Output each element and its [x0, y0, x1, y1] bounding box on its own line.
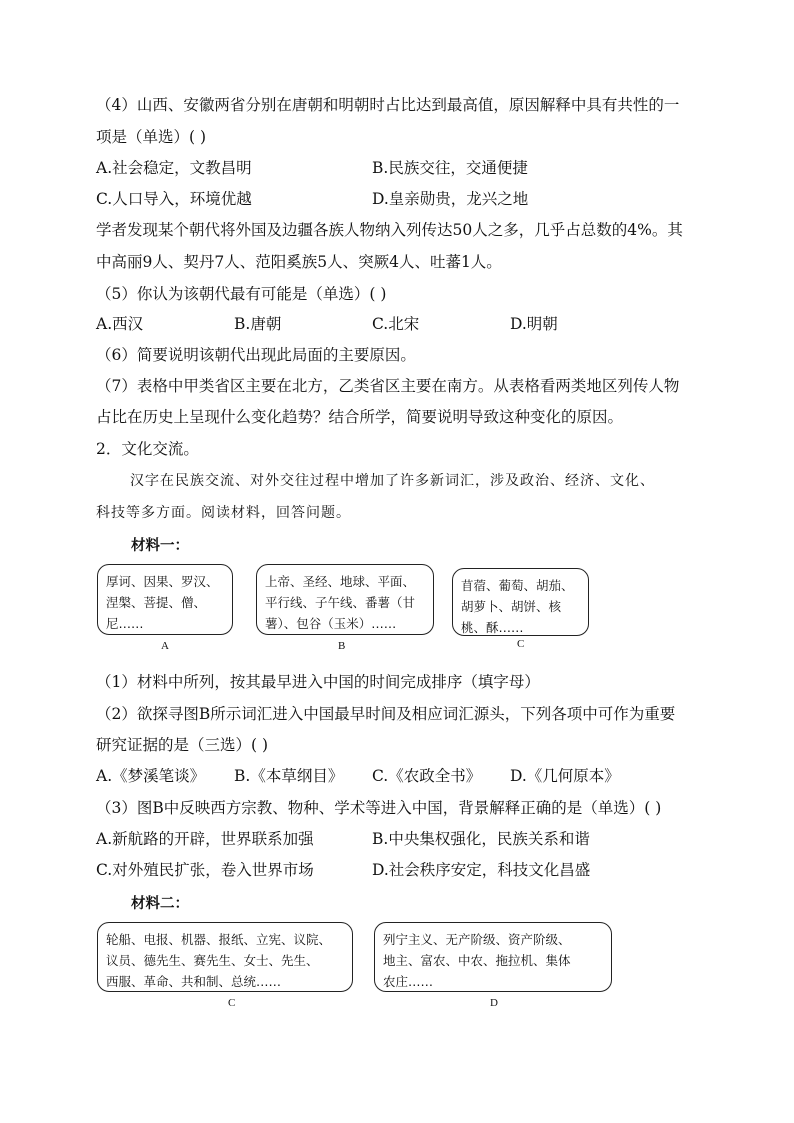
q4-option-a: A.社会稳定，文教昌明	[96, 159, 252, 177]
s2q2-option-b: B.《本草纲目》	[234, 767, 344, 785]
material1-box-c-label: C	[517, 638, 525, 650]
s2q3-option-d: D.社会秩序安定，科技文化昌盛	[372, 861, 591, 879]
s2q2-line2: 研究证据的是（三选）( )	[96, 736, 269, 754]
material1-box-b: 上帝、圣经、地球、平面、 平行线、子午线、番薯（甘 薯）、包谷（玉米）……	[256, 564, 434, 635]
q5-option-b: B.唐朝	[234, 315, 282, 333]
q5-option-c: C.北宋	[372, 315, 420, 333]
material1-box-a-label: A	[161, 640, 169, 652]
material1-box-b-label: B	[338, 640, 346, 652]
passage-line1: 学者发现某个朝代将外国及边疆各族人物纳入列传达50人之多，几乎占总数的4%。其	[96, 221, 683, 239]
section2-intro-line1: 汉字在民族交流、对外交往过程中增加了许多新词汇，涉及政治、经济、文化、	[130, 473, 655, 489]
q4-option-c: C.人口导入，环境优越	[96, 190, 252, 208]
material2-box-c: 轮船、电报、机器、报纸、立宪、议院、 议员、德先生、赛先生、女士、先生、 西服、革命、共和制、总统……	[97, 922, 353, 992]
q6-stem: （6）简要说明该朝代出现此局面的主要原因。	[96, 346, 416, 364]
q4-stem-line2: 项是（单选）( )	[96, 128, 207, 146]
q5-option-a: A.西汉	[96, 315, 144, 333]
s2q1-stem: （1）材料中所列，按其最早进入中国的时间完成排序（填字母）	[96, 673, 540, 691]
material1-box-a: 厚诃、因果、罗汉、 涅槃、菩提、僧、 尼……	[97, 564, 233, 635]
s2q2-option-d: D.《几何原本》	[510, 767, 620, 785]
passage-line2: 中高丽9人、契丹7人、范阳奚族5人、突厥4人、吐蕃1人。	[96, 253, 502, 271]
q4-stem-line1: （4）山西、安徽两省分别在唐朝和明朝时占比达到最高值，原因解释中具有共性的一	[96, 96, 680, 114]
material2-box-d: 列宁主义、无产阶级、资产阶级、 地主、富农、中农、拖拉机、集体 农庄……	[374, 922, 612, 992]
material2-title: 材料二：	[131, 896, 189, 912]
q7-line1: （7）表格中甲类省区主要在北方，乙类省区主要在南方。从表格看两类地区列传人物	[96, 377, 680, 395]
s2q2-option-c: C.《农政全书》	[372, 767, 482, 785]
material2-box-d-label: D	[490, 997, 498, 1009]
s2q2-line1: （2）欲探寻图B所示词汇进入中国最早时间及相应词汇源头，下列各项中可作为重要	[96, 705, 676, 723]
s2q3-option-a: A.新航路的开辟，世界联系加强	[96, 830, 314, 848]
q4-option-b: B.民族交往，交通便捷	[372, 159, 528, 177]
q5-stem: （5）你认为该朝代最有可能是（单选）( )	[96, 285, 387, 303]
s2q3-stem: （3）图B中反映西方宗教、物种、学术等进入中国，背景解释正确的是（单选）( )	[96, 799, 662, 817]
q7-line2: 占比在历史上呈现什么变化趋势？结合所学，简要说明导致这种变化的原因。	[96, 408, 624, 426]
s2q3-option-b: B.中央集权强化，民族关系和谐	[372, 830, 590, 848]
q4-option-d: D.皇亲勋贵，龙兴之地	[372, 190, 529, 208]
s2q3-option-c: C.对外殖民扩张，卷入世界市场	[96, 861, 314, 879]
section2-intro-line2: 科技等多方面。阅读材料，回答问题。	[96, 505, 351, 521]
material2-box-c-label: C	[228, 997, 236, 1009]
material1-title: 材料一：	[131, 538, 189, 554]
q5-option-d: D.明朝	[510, 315, 558, 333]
section2-title: 2．文化交流。	[96, 440, 199, 458]
material1-box-c: 苜蓿、葡萄、胡茄、 胡萝卜、胡饼、核 桃、酥……	[452, 568, 589, 636]
s2q2-option-a: A.《梦溪笔谈》	[96, 767, 206, 785]
